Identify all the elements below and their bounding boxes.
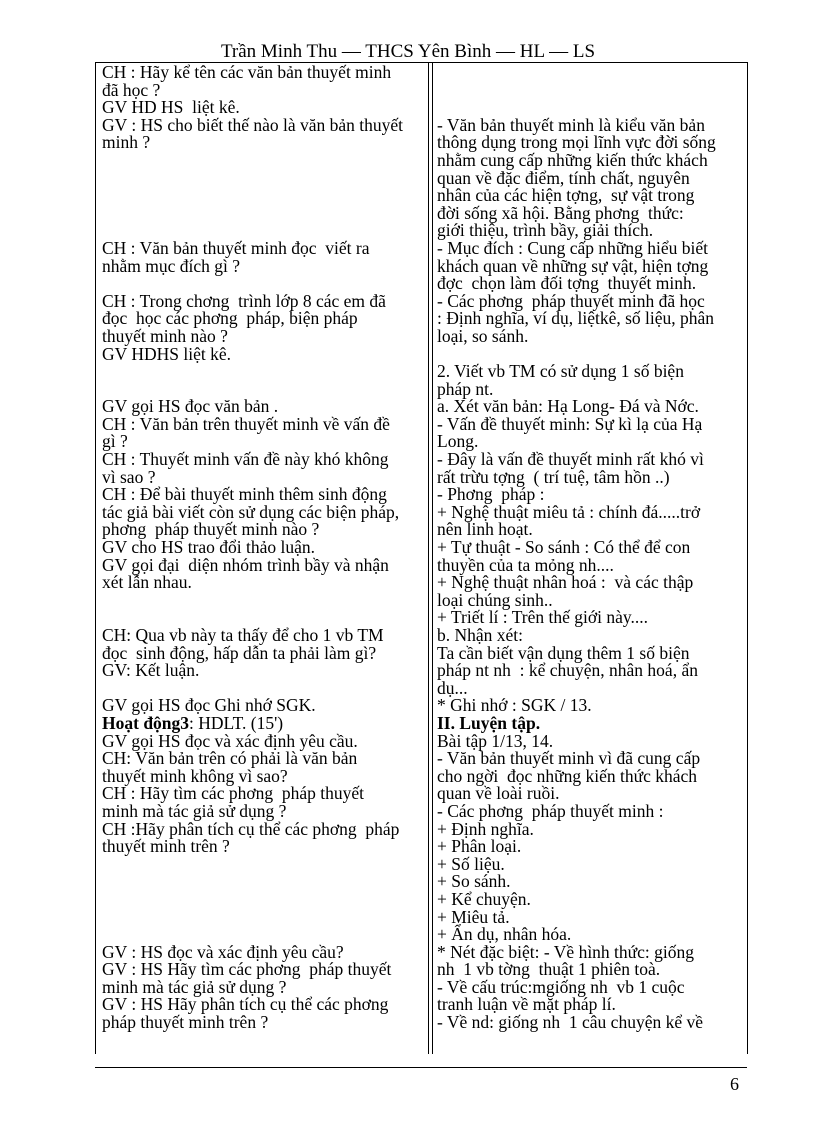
text-line: - Về cấu trúc:mgiống nh vb 1 cuộc: [437, 976, 685, 997]
blank-line: [102, 205, 424, 223]
text-line: GV gọi HS đọc Ghi nhớ SGK.: [102, 695, 316, 716]
text-line: + Kể chuyện.: [437, 888, 531, 909]
text-line: GV gọi HS đọc văn bản .: [102, 396, 279, 417]
text-line: vì sao ?: [102, 466, 156, 487]
text-line: + Triết lí : Trên thế giới này....: [437, 607, 648, 628]
text-line: nhằm mục đích gì ?: [102, 255, 241, 276]
text-line: - Về nd: giống nh 1 câu chuyện kể về: [437, 1012, 703, 1033]
text-line: a. Xét văn bản: Hạ Long- Đá và Nớc.: [437, 396, 699, 417]
text-line: phơng pháp thuyết minh nào ?: [102, 519, 320, 540]
text-line: CH : Để bài thuyết minh thêm sinh động: [102, 484, 387, 505]
text-line: + Định nghĩa.: [437, 818, 534, 839]
blank-line: [102, 891, 424, 909]
text-line: pháp nt nh : kể chuyện, nhân hoá, ẩn: [437, 660, 698, 681]
blank-line: [437, 82, 741, 100]
text-line: thuyền của ta mỏng nh....: [437, 554, 614, 575]
activity-label: Hoạt động3: [102, 712, 190, 733]
footer-rule: [95, 1067, 747, 1068]
text-line: thông dụng trong mọi lĩnh vực đời sống: [437, 132, 716, 153]
text-line: tranh luận về mặt pháp lí.: [437, 994, 616, 1015]
text-line: - Văn bản thuyết minh là kiểu văn bản: [437, 114, 705, 135]
text-line: minh ?: [102, 132, 151, 153]
text-line: quan về loài ruồi.: [437, 783, 560, 804]
text-line: b. Nhận xét:: [437, 625, 524, 645]
text-line: GV : HS đọc và xác định yêu cầu?: [102, 941, 344, 962]
text-line: CH : Văn bản trên thuyết minh về vấn đề: [102, 413, 390, 434]
text-line: Ta cần biết vận dụng thêm 1 số biện: [437, 642, 690, 663]
text-line: đợc chọn làm đối tợng thuyết minh.: [437, 273, 697, 294]
text-line: nên linh hoạt.: [437, 519, 533, 540]
text-line: * Ghi nhớ : SGK / 13.: [437, 695, 592, 716]
text-line: + Nghệ thuật nhân hoá : và các thập: [437, 572, 694, 593]
text-line: - Vấn đề thuyết minh: Sự kì lạ của Hạ: [437, 413, 703, 434]
text-line: + Phân loại.: [437, 836, 522, 857]
text-line: CH : Văn bản thuyết minh đọc viết ra: [102, 237, 370, 258]
text-line: đời sống xã hội. Bằng phơng thức:: [437, 202, 684, 223]
text-line: II. Luyện tập.: [437, 712, 541, 733]
text-line: GV : HS Hãy phân tích cụ thể các phơng: [102, 994, 389, 1015]
text-line: Long.: [437, 431, 479, 452]
text-line: + Tự thuật - So sánh : Có thể để con: [437, 537, 691, 558]
blank-line: [102, 363, 424, 381]
text-line: thuyết minh trên ?: [102, 836, 230, 857]
text-line: khách quan về những sự vật, hiện tợng: [437, 255, 709, 276]
blank-line: [437, 64, 741, 82]
text-line: GV HDHS liệt kê.: [102, 343, 231, 364]
text-line: CH: Qua vb này ta thấy để cho 1 vb TM: [102, 625, 384, 645]
text-line: - Phơng pháp :: [437, 484, 545, 505]
text-line: quan về đặc điểm, tính chất, nguyên: [437, 167, 690, 188]
text-line: nhằm cung cấp những kiến thức khách: [437, 149, 708, 170]
blank-line: [102, 592, 424, 610]
text-line: đã học ?: [102, 79, 161, 100]
text-line: * Nét đặc biệt: - Về hình thức: giống: [437, 941, 695, 962]
activity-heading: Hoạt động3: HDLT. (15'): [102, 712, 284, 733]
text-line: loại chúng sinh..: [437, 589, 553, 610]
text-line: + Ẩn dụ, nhân hóa.: [437, 924, 572, 945]
text-line: CH : Thuyết minh vấn đề này khó không: [102, 449, 389, 470]
text-line: + So sánh.: [437, 871, 511, 892]
text-line: - Mục đích : Cung cấp những hiểu biết: [437, 237, 708, 258]
column-divider: [432, 62, 433, 1054]
text-line: pháp nt.: [437, 378, 494, 399]
text-line: - Văn bản thuyết minh vì đã cung cấp: [437, 748, 701, 769]
text-line: minh mà tác giả sử dụng ?: [102, 800, 287, 821]
text-line: xét lẫn nhau.: [102, 572, 192, 593]
blank-line: [102, 873, 424, 891]
text-line: tác giả bài viết còn sử dụng các biện pháp,: [102, 501, 400, 522]
text-line: CH : Trong chơng trình lớp 8 các em đã: [102, 290, 386, 311]
text-line: GV : HS Hãy tìm các phơng pháp thuyết: [102, 959, 392, 980]
blank-line: [102, 170, 424, 188]
text-line: CH : Hãy kể tên các văn bản thuyết minh: [102, 62, 392, 82]
text-line: : Định nghĩa, ví dụ, liệtkê, số liệu, phân: [437, 308, 715, 329]
text-line: GV cho HS trao đổi thảo luận.: [102, 537, 316, 558]
text-line: pháp thuyết minh trên ?: [102, 1012, 269, 1033]
text-line: 2. Viết vb TM có sử dụng 1 số biện: [437, 361, 684, 382]
text-line: giới thiệu, trình bầy, giải thích.: [437, 220, 654, 241]
text-line: + Miêu tả.: [437, 906, 510, 927]
text-line: - Đây là vấn đề thuyết minh rất khó vì: [437, 449, 704, 470]
text-line: CH : Hãy tìm các phơng pháp thuyết: [102, 783, 364, 804]
text-line: + Nghệ thuật miêu tả : chính đá.....trở: [437, 501, 701, 522]
text-line: Bài tập 1/13, 14.: [437, 730, 554, 751]
blank-line: [102, 856, 424, 874]
text-line: đọc sinh động, hấp dẫn ta phải làm gì?: [102, 642, 377, 663]
text-line: gì ?: [102, 431, 128, 452]
teacher-activity-column: [102, 64, 424, 1032]
text-line: thuyết minh nào ?: [102, 325, 228, 346]
text-line: GV gọi HS đọc và xác định yêu cầu.: [102, 730, 358, 751]
text-line: - Các phơng pháp thuyết minh đã học: [437, 290, 705, 311]
page-header: Trần Minh Thu — THCS Yên Bình — HL — LS: [220, 41, 596, 62]
page-number: 6: [730, 1074, 739, 1094]
text-line: thuyết minh không vì sao?: [102, 765, 288, 786]
text-line: GV : HS cho biết thế nào là văn bản thuyết: [102, 114, 404, 135]
text-line: GV: Kết luận.: [102, 660, 200, 681]
text-line: CH: Văn bản trên có phải là văn bản: [102, 748, 358, 769]
text-line: rất trừu tợng ( trí tuệ, tâm hồn ..): [437, 466, 670, 487]
text-line: nh 1 vb tờng thuật 1 phiên toà.: [437, 959, 661, 980]
text-line: CH :Hãy phân tích cụ thể các phơng pháp: [102, 818, 400, 839]
column-divider: [428, 62, 429, 1054]
text-line: cho ngời đọc những kiến thức khách: [437, 765, 698, 786]
text-line: + Số liệu.: [437, 853, 505, 874]
text-line: GV gọi đại diện nhóm trình bầy và nhận: [102, 554, 389, 575]
text-line: - Các phơng pháp thuyết minh :: [437, 800, 664, 821]
text-line: minh mà tác giả sử dụng ?: [102, 976, 287, 997]
blank-line: [102, 152, 424, 170]
text-line: đọc học các phơng pháp, biện pháp: [102, 308, 358, 329]
text-line: loại, so sánh.: [437, 325, 529, 346]
blank-line: [102, 909, 424, 927]
content-column: [437, 64, 741, 1032]
blank-line: [102, 187, 424, 205]
text-line: GV HD HS liệt kê.: [102, 97, 240, 118]
text-line: nhân của các hiện tợng, sự vật trong: [437, 185, 695, 206]
text-line: dụ...: [437, 677, 468, 698]
